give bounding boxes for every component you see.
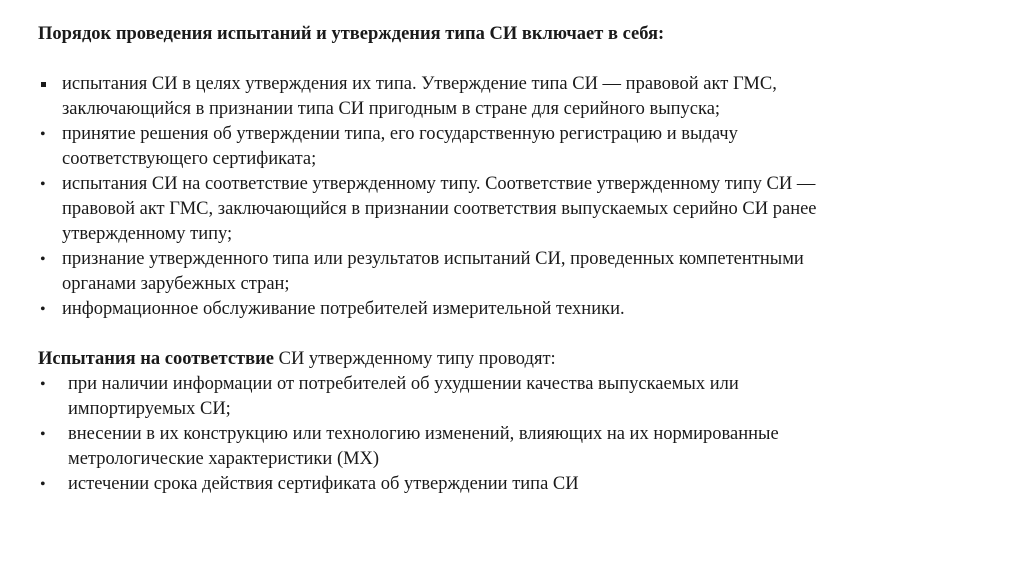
list-item-line: правовой акт ГМС, заключающийся в признании соответствия выпускаемых серийно СИ ранее	[62, 199, 817, 219]
list-item-line: импортируемых СИ;	[68, 399, 231, 419]
list-item	[38, 297, 998, 322]
section1-list	[38, 72, 998, 322]
bullet-icon: •	[40, 301, 46, 318]
bullet-icon: •	[40, 176, 46, 193]
list-item	[38, 247, 998, 297]
bullet-icon: •	[40, 376, 46, 393]
list-item	[38, 72, 998, 122]
spacer	[38, 47, 998, 72]
list-item-line: истечении срока действия сертификата об утверждении типа СИ	[68, 474, 579, 494]
list-item-line: заключающийся в признании типа СИ пригодным в стране для серийного выпуска;	[62, 99, 721, 119]
list-item	[38, 372, 998, 422]
list-item-line: признание утвержденного типа или результатов испытаний СИ, проведенных компетентными	[62, 249, 804, 269]
bullet-icon: •	[40, 126, 46, 143]
section2-heading-rest: СИ утвержденному типу проводят:	[273, 349, 556, 369]
list-item	[38, 172, 998, 247]
list-item-line: соответствующего сертификата;	[62, 149, 317, 169]
spacer	[38, 322, 998, 347]
list-item-line: утвержденному типу;	[62, 224, 233, 244]
list-item-line: испытания СИ на соответствие утвержденному типу. Соответствие утвержденному типу СИ —	[62, 174, 816, 194]
section2-heading-bold: Испытания на соответствие	[38, 349, 274, 369]
list-item-line: внесении в их конструкцию или технологию изменений, влияющих на их нормированные	[68, 424, 779, 444]
list-item-line: при наличии информации от потребителей об ухудшении качества выпускаемых или	[68, 374, 739, 394]
list-item-line: принятие решения об утверждении типа, его государственную регистрацию и выдачу	[62, 124, 738, 144]
list-item	[38, 122, 998, 172]
square-bullet-icon	[41, 82, 46, 87]
bullet-icon: •	[40, 476, 46, 493]
list-item	[38, 422, 998, 472]
list-item-line: метрологические характеристики (МХ)	[68, 449, 380, 469]
bullet-icon: •	[40, 426, 46, 443]
list-item-line: испытания СИ в целях утверждения их типа. Утверждение типа СИ — правовой акт ГМС,	[62, 74, 777, 94]
list-item	[38, 472, 998, 497]
bullet-icon: •	[40, 251, 46, 268]
section2-heading	[38, 347, 998, 372]
section2-list	[38, 372, 998, 497]
section1-heading: Порядок проведения испытаний и утверждения типа СИ включает в себя:	[38, 24, 665, 44]
list-item-line: органами зарубежных стран;	[62, 274, 290, 294]
list-item-line: информационное обслуживание потребителей измерительной техники.	[62, 299, 625, 319]
slide-content	[38, 22, 998, 497]
